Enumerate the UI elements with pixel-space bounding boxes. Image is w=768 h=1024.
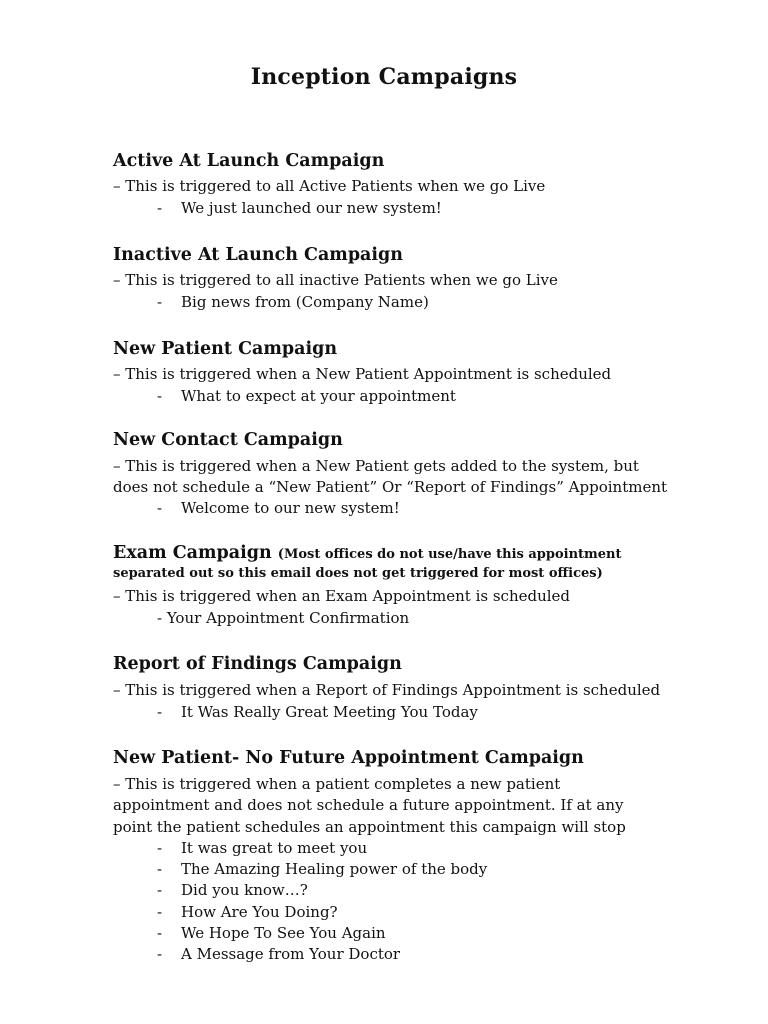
section-heading-no-future-appointment: New Patient- No Future Appointment Campaign [113,748,584,768]
email-list-item: - Your Appointment Confirmation [157,609,410,627]
bullet-dash: - [157,199,163,217]
bullet-dash: - [157,945,163,963]
section-description: – This is triggered to all inactive Patients when we go Live [113,271,558,289]
email-subject: Welcome to our new system! [181,499,400,517]
email-subject: How Are You Doing? [181,903,338,921]
bullet-dash: - [157,860,163,878]
section-description: – This is triggered when a New Patient Appointment is scheduled [113,365,612,383]
bullet-dash: - [157,881,163,899]
bullet-dash: - [157,387,163,405]
section-description: – This is triggered when a patient completes a new patient [113,775,561,793]
section-heading-report-of-findings: Report of Findings Campaign [113,654,402,674]
email-subject: We just launched our new system! [181,199,442,217]
section-description: – This is triggered when an Exam Appointment is scheduled [113,587,571,605]
email-subject: We Hope To See You Again [181,924,386,942]
page-title: Inception Campaigns [250,64,518,90]
email-subject: What to expect at your appointment [181,387,456,405]
bullet-dash: - [157,924,163,942]
email-list-item [157,903,338,921]
section-description: point the patient schedules an appointment this campaign will stop [113,818,626,836]
section-note-continued: separated out so this email does not get triggered for most offices) [113,566,603,581]
email-list-item [157,839,367,857]
section-description: – This is triggered when a New Patient gets added to the system, but [113,457,639,475]
section-description: does not schedule a “New Patient” Or “Report of Findings” Appointment [113,478,668,496]
bullet-dash: - [157,839,163,857]
email-list-item [157,703,478,721]
section-note: (Most offices do not use/have this appointment [277,547,622,562]
email-list-item [157,499,400,517]
email-list-item [157,199,442,217]
email-subject: Did you know…? [181,881,308,899]
email-subject: A Message from Your Doctor [181,945,401,963]
email-list-item [157,387,456,405]
section-description: appointment and does not schedule a future appointment. If at any [113,796,624,814]
email-subject: Big news from (Company Name) [181,293,429,311]
email-subject: It Was Really Great Meeting You Today [181,703,478,721]
section-description: – This is triggered when a Report of Findings Appointment is scheduled [113,681,661,699]
email-list-item [157,881,308,899]
section-heading-active-at-launch: Active At Launch Campaign [113,151,385,171]
section-description: – This is triggered to all Active Patients when we go Live [113,177,546,195]
bullet-dash: - [157,903,163,921]
email-list-item [157,860,487,878]
bullet-dash: - [157,703,163,721]
email-subject: The Amazing Healing power of the body [181,860,488,878]
email-subject: It was great to meet you [181,839,368,857]
email-list-item [157,945,400,963]
section-heading-new-patient: New Patient Campaign [113,339,338,359]
section-heading-exam-label: Exam Campaign [113,543,272,563]
section-heading-exam [113,543,622,563]
email-list-item [157,293,429,311]
bullet-dash: - [157,293,163,311]
section-heading-new-contact: New Contact Campaign [113,430,343,450]
email-list-item [157,924,386,942]
bullet-dash: - [157,499,163,517]
section-heading-inactive-at-launch: Inactive At Launch Campaign [113,245,404,265]
